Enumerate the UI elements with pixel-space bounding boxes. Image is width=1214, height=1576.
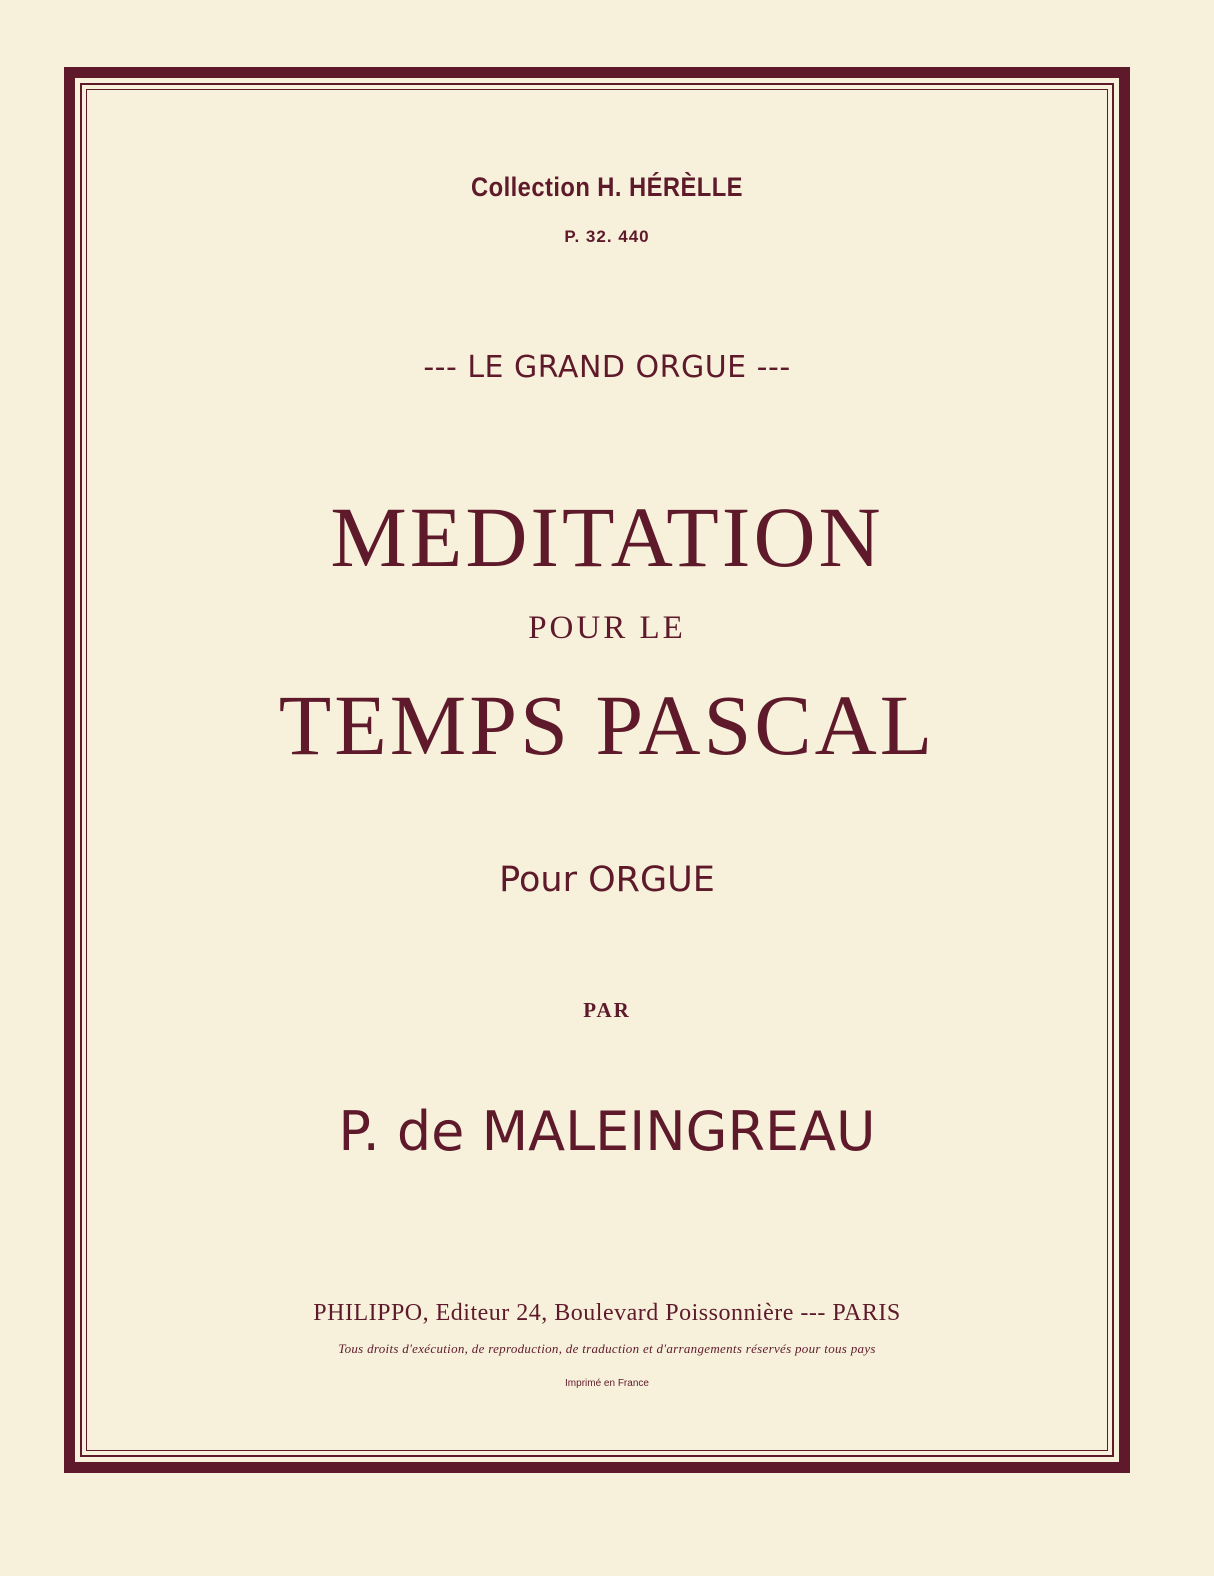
title-line-2: POUR LE — [528, 610, 686, 646]
catalog-number: P. 32. 440 — [564, 227, 650, 246]
instrument-line: Pour ORGUE — [499, 860, 715, 900]
title-line-3: TEMPS PASCAL — [278, 677, 936, 773]
title-line-1: MEDITATION — [330, 489, 884, 585]
by-label: PAR — [583, 998, 631, 1022]
series-title: --- LE GRAND ORGUE --- — [423, 350, 791, 385]
collection-name: Collection H. HÉRÈLLE — [471, 172, 743, 202]
publisher-line: PHILIPPO, Editeur 24, Boulevard Poissonnière --- PARIS — [313, 1300, 901, 1326]
printed-in: Imprimé en France — [565, 1378, 649, 1389]
rights-notice: Tous droits d'exécution, de reproduction, de traduction et d'arrangements réservés pour tous pays — [338, 1341, 876, 1356]
composer-name: P. de MALEINGREAU — [338, 1100, 876, 1163]
